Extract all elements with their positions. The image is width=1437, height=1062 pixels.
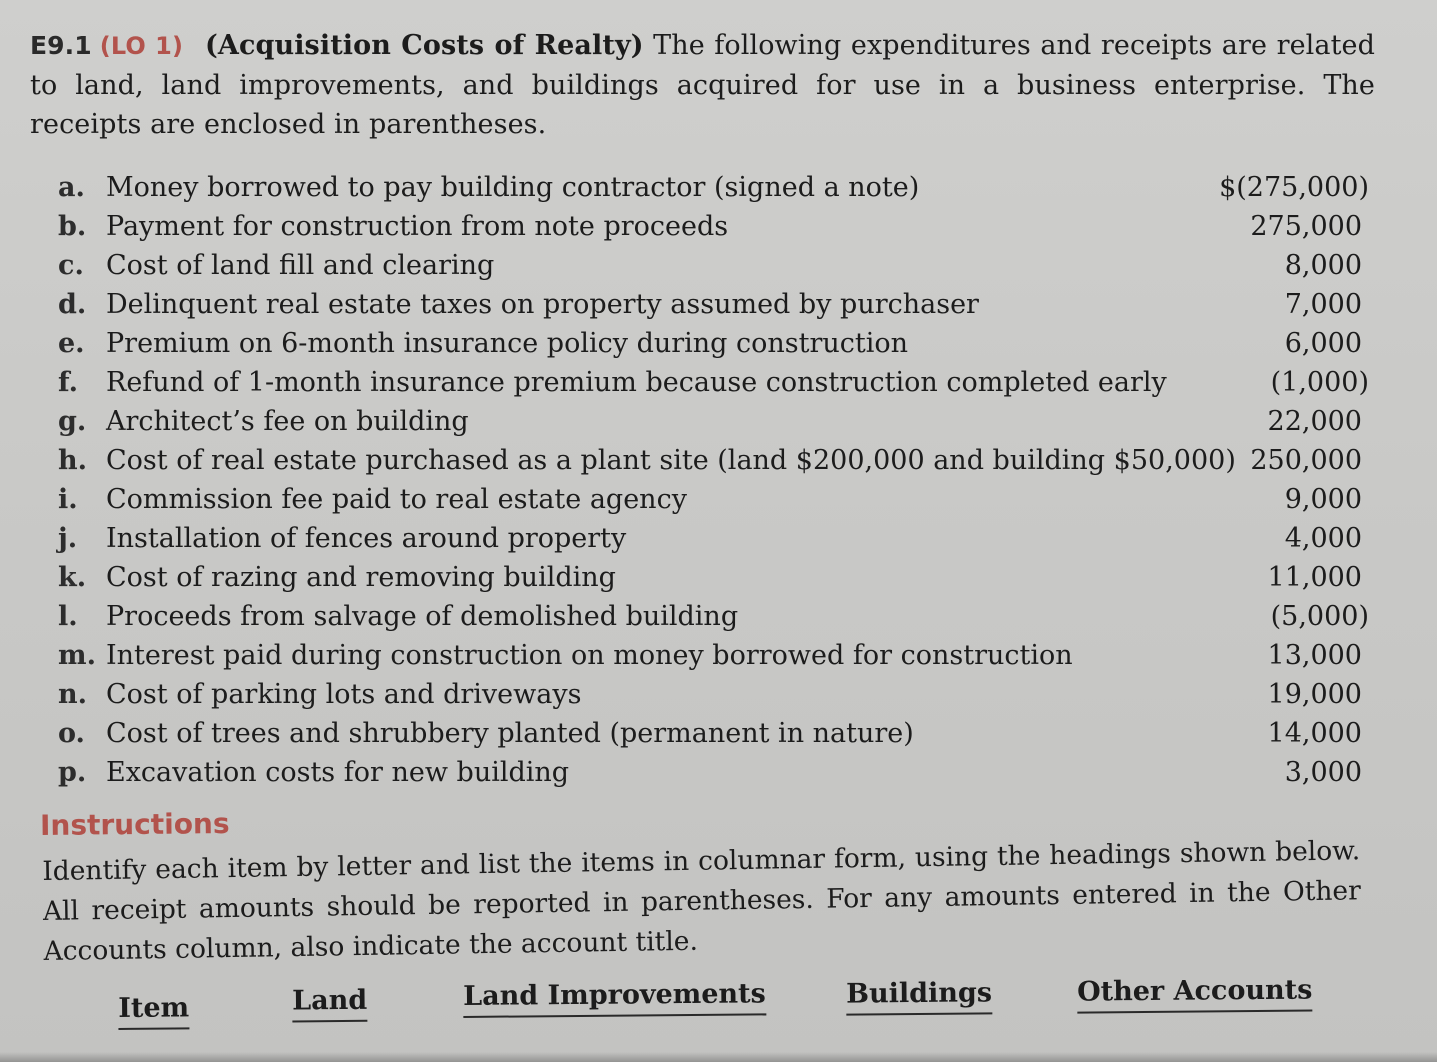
column-heading-other-accounts: Other Accounts	[1077, 973, 1313, 1014]
item-letter: d.	[58, 289, 87, 320]
exercise-number: E9.1	[30, 31, 92, 60]
item-description: Money borrowed to pay building contractor (signed a note)	[106, 172, 920, 203]
list-item	[52, 519, 1372, 558]
list-item	[52, 597, 1372, 636]
list-item	[52, 675, 1372, 714]
list-item	[52, 363, 1372, 402]
column-heading-item: Item	[118, 990, 189, 1030]
item-letter: l.	[58, 601, 78, 632]
item-letter: f.	[58, 367, 79, 398]
item-amount: $(275,000)	[1219, 172, 1369, 203]
item-description: Proceeds from salvage of demolished building	[106, 601, 739, 632]
column-heading-land-improvements: Land Improvements	[463, 976, 766, 1018]
list-item	[52, 480, 1372, 519]
item-amount: 4,000	[1284, 523, 1362, 554]
item-amount: 250,000	[1250, 445, 1362, 476]
list-item	[52, 246, 1372, 285]
item-description: Architect’s fee on building	[106, 406, 469, 437]
item-description: Interest paid during construction on money borrowed for construction	[106, 640, 1073, 671]
item-letter: n.	[58, 679, 88, 710]
item-description: Commission fee paid to real estate agency	[106, 484, 687, 515]
item-description: Cost of trees and shrubbery planted (permanent in nature)	[106, 718, 914, 749]
item-amount: 8,000	[1284, 250, 1362, 281]
list-item	[52, 636, 1372, 675]
item-description: Cost of parking lots and driveways	[106, 679, 582, 710]
item-description: Payment for construction from note proceeds	[106, 211, 729, 242]
instructions-heading: Instructions	[39, 807, 230, 842]
item-amount: (5,000)	[1270, 601, 1369, 632]
exercise-intro	[30, 26, 1375, 144]
list-item	[52, 168, 1372, 207]
item-letter: m.	[58, 640, 96, 671]
item-letter: e.	[58, 328, 85, 359]
intro-text: The following expenditures and receipts are related to land, land improvements, and buildings acquired for use in a business enterprise. The receipts are enclosed in parentheses.	[30, 30, 1375, 140]
list-item	[52, 402, 1372, 441]
item-amount: 11,000	[1267, 562, 1362, 593]
item-letter: o.	[58, 718, 85, 749]
item-letter: k.	[58, 562, 87, 593]
list-item	[52, 285, 1372, 324]
list-item	[52, 207, 1372, 246]
list-item	[52, 558, 1372, 597]
page-bottom-shadow	[0, 1052, 1437, 1062]
exercise-title: (Acquisition Costs of Realty)	[205, 30, 644, 61]
item-description: Delinquent real estate taxes on property assumed by purchaser	[106, 289, 979, 320]
item-amount: 3,000	[1284, 757, 1362, 788]
item-amount: 13,000	[1267, 640, 1362, 671]
item-description: Refund of 1-month insurance premium because construction completed early	[106, 367, 1167, 398]
item-description: Cost of real estate purchased as a plant site (land $200,000 and building $50,000)	[106, 445, 1236, 476]
list-item	[52, 714, 1372, 753]
column-heading-buildings: Buildings	[846, 975, 992, 1015]
instructions-text: Identify each item by letter and list the items in columnar form, using the headings shown below. All receipt amounts should be reported in parentheses. For any amounts entered in the Other Accounts column, also indicate the account title.	[42, 835, 1362, 967]
item-description: Cost of razing and removing building	[106, 562, 616, 593]
column-headings	[0, 965, 1437, 1028]
item-letter: j.	[58, 523, 78, 554]
item-description: Excavation costs for new building	[106, 757, 570, 788]
expenditure-list	[52, 168, 1372, 792]
item-letter: p.	[58, 757, 87, 788]
item-letter: b.	[58, 211, 87, 242]
item-letter: g.	[58, 406, 87, 437]
item-amount: 9,000	[1284, 484, 1362, 515]
item-amount: (1,000)	[1270, 367, 1369, 398]
item-letter: i.	[58, 484, 78, 515]
item-amount: 7,000	[1284, 289, 1362, 320]
item-description: Cost of land fill and clearing	[106, 250, 495, 281]
list-item	[52, 753, 1372, 792]
item-amount: 275,000	[1250, 211, 1362, 242]
item-letter: a.	[58, 172, 85, 203]
item-amount: 22,000	[1267, 406, 1362, 437]
column-heading-land: Land	[292, 983, 367, 1023]
list-item	[52, 324, 1372, 363]
list-item	[52, 441, 1372, 480]
item-letter: h.	[58, 445, 88, 476]
item-description: Premium on 6-month insurance policy during construction	[106, 328, 909, 359]
learning-objective: (LO 1)	[99, 32, 184, 60]
item-description: Installation of fences around property	[106, 523, 627, 554]
item-letter: c.	[58, 250, 84, 281]
item-amount: 14,000	[1267, 718, 1362, 749]
item-amount: 6,000	[1284, 328, 1362, 359]
item-amount: 19,000	[1267, 679, 1362, 710]
